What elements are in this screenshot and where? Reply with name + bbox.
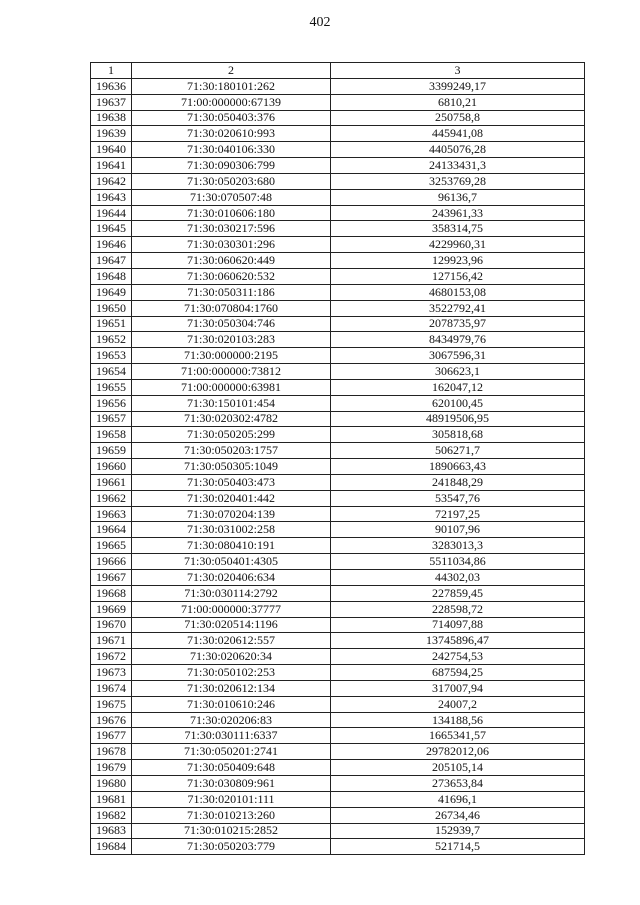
cadastral-number-cell: 71:30:050201:2741 [132,744,331,760]
table-row [91,807,585,823]
value-cell: 48919506,95 [331,411,585,427]
header-row [91,63,585,79]
cadastral-number-cell: 71:00:000000:67139 [132,94,331,110]
table-row [91,474,585,490]
cadastral-number-cell: 71:30:020406:634 [132,570,331,586]
row-number-cell: 19646 [91,237,132,253]
value-cell: 41696,1 [331,791,585,807]
cadastral-number-cell: 71:30:050102:253 [132,665,331,681]
value-cell: 134188,56 [331,712,585,728]
table-row [91,142,585,158]
row-number-cell: 19643 [91,189,132,205]
row-number-cell: 19642 [91,173,132,189]
value-cell: 273653,84 [331,775,585,791]
value-cell: 687594,25 [331,665,585,681]
row-number-cell: 19680 [91,775,132,791]
cadastral-number-cell: 71:00:000000:37777 [132,601,331,617]
row-number-cell: 19669 [91,601,132,617]
cadastral-number-cell: 71:30:020101:111 [132,791,331,807]
table-row [91,205,585,221]
value-cell: 521714,5 [331,839,585,855]
row-number-cell: 19676 [91,712,132,728]
data-table [90,62,585,855]
cadastral-number-cell: 71:30:030111:6337 [132,728,331,744]
row-number-cell: 19672 [91,649,132,665]
table-row [91,268,585,284]
table-row [91,189,585,205]
value-cell: 3522792,41 [331,300,585,316]
row-number-cell: 19665 [91,538,132,554]
value-cell: 445941,08 [331,126,585,142]
value-cell: 620100,45 [331,395,585,411]
table-row [91,78,585,94]
row-number-cell: 19670 [91,617,132,633]
value-cell: 2078735,97 [331,316,585,332]
row-number-cell: 19684 [91,839,132,855]
value-cell: 1890663,43 [331,459,585,475]
value-cell: 3253769,28 [331,173,585,189]
table-row [91,601,585,617]
cadastral-number-cell: 71:30:050401:4305 [132,554,331,570]
row-number-cell: 19654 [91,364,132,380]
table-row [91,300,585,316]
table-row [91,585,585,601]
cadastral-number-cell: 71:00:000000:63981 [132,379,331,395]
cadastral-number-cell: 71:30:040106:330 [132,142,331,158]
value-cell: 24133431,3 [331,158,585,174]
value-cell: 3399249,17 [331,78,585,94]
cadastral-number-cell: 71:30:050203:680 [132,173,331,189]
value-cell: 4680153,08 [331,284,585,300]
value-cell: 6810,21 [331,94,585,110]
table-row [91,332,585,348]
cadastral-number-cell: 71:30:150101:454 [132,395,331,411]
cadastral-number-cell: 71:30:060620:532 [132,268,331,284]
table-row [91,379,585,395]
row-number-cell: 19640 [91,142,132,158]
row-number-cell: 19660 [91,459,132,475]
value-cell: 3067596,31 [331,348,585,364]
cadastral-number-cell: 71:30:020612:134 [132,680,331,696]
cadastral-number-cell: 71:30:030114:2792 [132,585,331,601]
cadastral-number-cell: 71:30:050203:1757 [132,443,331,459]
value-cell: 250758,8 [331,110,585,126]
cadastral-number-cell: 71:30:010213:260 [132,807,331,823]
cadastral-number-cell: 71:30:010606:180 [132,205,331,221]
cadastral-number-cell: 71:30:070507:48 [132,189,331,205]
value-cell: 1665341,57 [331,728,585,744]
cadastral-number-cell: 71:00:000000:73812 [132,364,331,380]
value-cell: 13745896,47 [331,633,585,649]
cadastral-number-cell: 71:30:050203:779 [132,839,331,855]
row-number-cell: 19644 [91,205,132,221]
cadastral-number-cell: 71:30:020206:83 [132,712,331,728]
cadastral-number-cell: 71:30:010610:246 [132,696,331,712]
cadastral-number-cell: 71:30:020302:4782 [132,411,331,427]
value-cell: 4229960,31 [331,237,585,253]
cadastral-number-cell: 71:30:050403:376 [132,110,331,126]
table-row [91,253,585,269]
cadastral-number-cell: 71:30:180101:262 [132,78,331,94]
row-number-cell: 19667 [91,570,132,586]
value-cell: 5511034,86 [331,554,585,570]
value-cell: 205105,14 [331,760,585,776]
table-row [91,411,585,427]
cadastral-number-cell: 71:30:050304:746 [132,316,331,332]
row-number-cell: 19637 [91,94,132,110]
table-row [91,348,585,364]
table-row [91,443,585,459]
row-number-cell: 19655 [91,379,132,395]
row-number-cell: 19659 [91,443,132,459]
row-number-cell: 19645 [91,221,132,237]
cadastral-number-cell: 71:30:020612:557 [132,633,331,649]
row-number-cell: 19641 [91,158,132,174]
column-header-2: 2 [132,63,331,79]
cadastral-number-cell: 71:30:010215:2852 [132,823,331,839]
cadastral-number-cell: 71:30:020620:34 [132,649,331,665]
row-number-cell: 19652 [91,332,132,348]
cadastral-number-cell: 71:30:020401:442 [132,490,331,506]
row-number-cell: 19649 [91,284,132,300]
row-number-cell: 19682 [91,807,132,823]
table-row [91,538,585,554]
row-number-cell: 19662 [91,490,132,506]
row-number-cell: 19674 [91,680,132,696]
table-row [91,680,585,696]
page-number: 402 [309,15,331,30]
value-cell: 26734,46 [331,807,585,823]
cadastral-number-cell: 71:30:050205:299 [132,427,331,443]
table-row [91,791,585,807]
row-number-cell: 19675 [91,696,132,712]
table-row [91,94,585,110]
cadastral-number-cell: 71:30:030809:961 [132,775,331,791]
value-cell: 44302,03 [331,570,585,586]
row-number-cell: 19666 [91,554,132,570]
value-cell: 3283013,3 [331,538,585,554]
cadastral-number-cell: 71:30:080410:191 [132,538,331,554]
row-number-cell: 19683 [91,823,132,839]
value-cell: 4405076,28 [331,142,585,158]
cadastral-number-cell: 71:30:070204:139 [132,506,331,522]
table-row [91,110,585,126]
cadastral-number-cell: 71:30:020610:993 [132,126,331,142]
value-cell: 228598,72 [331,601,585,617]
row-number-cell: 19636 [91,78,132,94]
table-row [91,506,585,522]
cadastral-number-cell: 71:30:031002:258 [132,522,331,538]
row-number-cell: 19663 [91,506,132,522]
row-number-cell: 19651 [91,316,132,332]
table-row [91,633,585,649]
cadastral-number-cell: 71:30:070804:1760 [132,300,331,316]
table-row [91,522,585,538]
value-cell: 24007,2 [331,696,585,712]
value-cell: 152939,7 [331,823,585,839]
cadastral-number-cell: 71:30:000000:2195 [132,348,331,364]
row-number-cell: 19656 [91,395,132,411]
table-row [91,649,585,665]
row-number-cell: 19673 [91,665,132,681]
value-cell: 506271,7 [331,443,585,459]
cadastral-number-cell: 71:30:050403:473 [132,474,331,490]
value-cell: 305818,68 [331,427,585,443]
cadastral-number-cell: 71:30:050409:648 [132,760,331,776]
value-cell: 714097,88 [331,617,585,633]
row-number-cell: 19677 [91,728,132,744]
row-number-cell: 19650 [91,300,132,316]
table-body [91,78,585,854]
value-cell: 317007,94 [331,680,585,696]
table-row [91,696,585,712]
value-cell: 90107,96 [331,522,585,538]
row-number-cell: 19661 [91,474,132,490]
table-row [91,316,585,332]
value-cell: 162047,12 [331,379,585,395]
value-cell: 127156,42 [331,268,585,284]
table-row [91,839,585,855]
table-row [91,665,585,681]
row-number-cell: 19648 [91,268,132,284]
table-row [91,554,585,570]
value-cell: 72197,25 [331,506,585,522]
table-row [91,760,585,776]
table-row [91,427,585,443]
value-cell: 241848,29 [331,474,585,490]
table-row [91,823,585,839]
row-number-cell: 19639 [91,126,132,142]
value-cell: 29782012,06 [331,744,585,760]
value-cell: 129923,96 [331,253,585,269]
row-number-cell: 19671 [91,633,132,649]
value-cell: 243961,33 [331,205,585,221]
table-row [91,728,585,744]
value-cell: 8434979,76 [331,332,585,348]
cadastral-number-cell: 71:30:030217:596 [132,221,331,237]
table-row [91,617,585,633]
row-number-cell: 19647 [91,253,132,269]
table-row [91,712,585,728]
table-row [91,490,585,506]
value-cell: 306623,1 [331,364,585,380]
value-cell: 227859,45 [331,585,585,601]
row-number-cell: 19658 [91,427,132,443]
row-number-cell: 19679 [91,760,132,776]
column-header-3: 3 [331,63,585,79]
row-number-cell: 19678 [91,744,132,760]
table-row [91,173,585,189]
row-number-cell: 19681 [91,791,132,807]
table-row [91,126,585,142]
cadastral-number-cell: 71:30:020103:283 [132,332,331,348]
cadastral-number-cell: 71:30:050311:186 [132,284,331,300]
cadastral-number-cell: 71:30:050305:1049 [132,459,331,475]
value-cell: 242754,53 [331,649,585,665]
table-row [91,364,585,380]
table-row [91,158,585,174]
row-number-cell: 19668 [91,585,132,601]
table-row [91,395,585,411]
cadastral-number-cell: 71:30:090306:799 [132,158,331,174]
cadastral-number-cell: 71:30:060620:449 [132,253,331,269]
value-cell: 358314,75 [331,221,585,237]
row-number-cell: 19653 [91,348,132,364]
table-row [91,775,585,791]
table-row [91,237,585,253]
table-row [91,459,585,475]
cadastral-number-cell: 71:30:030301:296 [132,237,331,253]
value-cell: 53547,76 [331,490,585,506]
column-header-1: 1 [91,63,132,79]
table-row [91,221,585,237]
cadastral-number-cell: 71:30:020514:1196 [132,617,331,633]
table-row [91,284,585,300]
row-number-cell: 19638 [91,110,132,126]
table-row [91,744,585,760]
value-cell: 96136,7 [331,189,585,205]
table-row [91,570,585,586]
row-number-cell: 19664 [91,522,132,538]
row-number-cell: 19657 [91,411,132,427]
